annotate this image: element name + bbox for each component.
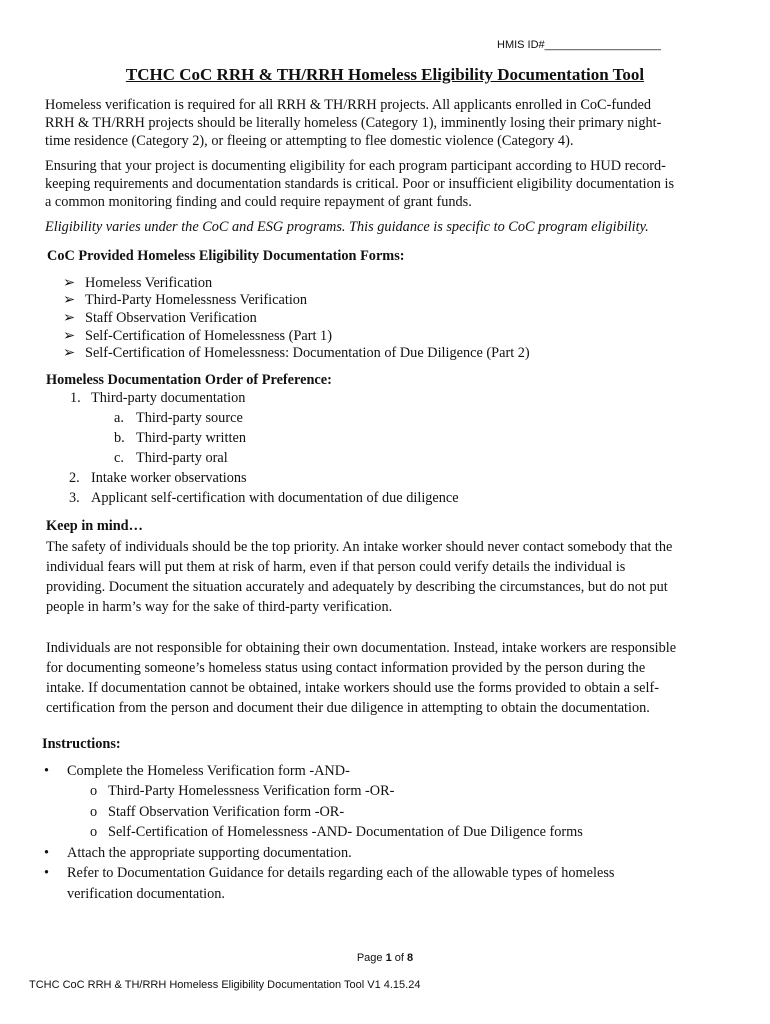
text-line: providing. Document the situation accurately and adequately by describing the circumstances, but do not put: [46, 579, 668, 595]
list-number: 3.: [69, 490, 80, 506]
text-line: time residence (Category 2), or fleeing or attempting to flee domestic violence (Category 4).: [45, 133, 574, 149]
order-item: Third-party documentation: [91, 390, 246, 406]
instructions-heading: Instructions:: [42, 736, 121, 752]
list-letter: c.: [114, 450, 124, 466]
list-letter: a.: [114, 410, 124, 426]
responsibility-paragraph: [46, 638, 746, 718]
bullet-icon: •: [44, 865, 50, 881]
forms-heading: CoC Provided Homeless Eligibility Documentation Forms:: [47, 248, 405, 264]
form-item: Third-Party Homelessness Verification: [85, 292, 308, 308]
order-item: Intake worker observations: [91, 470, 247, 486]
form-item: Self-Certification of Homelessness (Part 1): [85, 328, 332, 344]
sub-bullet-icon: o: [90, 824, 98, 840]
arrow-bullet-icon: ➢: [63, 275, 75, 291]
sub-bullet-icon: o: [90, 804, 98, 820]
instruction-sub-item: Staff Observation Verification form -OR-: [108, 804, 345, 820]
intro-paragraph-2: [45, 157, 735, 211]
instruction-item-continued: verification documentation.: [67, 886, 226, 902]
order-sub-item: Third-party written: [136, 430, 246, 446]
text-line: Homeless verification is required for all RRH & TH/RRH projects. All applicants enrolled in CoC-funded: [45, 97, 652, 113]
text-line: keeping requirements and documentation standards is critical. Poor or insufficient eligibility documentation is: [45, 176, 675, 192]
sub-bullet-icon: o: [90, 783, 98, 799]
text-line: Individuals are not responsible for obtaining their own documentation. Instead, intake workers are responsible: [46, 640, 677, 656]
text-line: a common monitoring finding and could require repayment of grant funds.: [45, 194, 472, 210]
text-line: The safety of individuals should be the top priority. An intake worker should never contact somebody that the: [46, 539, 673, 555]
page-mid: of: [391, 952, 408, 964]
arrow-bullet-icon: ➢: [63, 328, 75, 344]
eligibility-note: [45, 218, 735, 236]
order-sub-item: Third-party oral: [136, 450, 228, 466]
text-line: RRH & TH/RRH projects should be literally homeless (Category 1), imminently losing their primary night-: [45, 115, 662, 131]
page-prefix: Page: [356, 952, 386, 964]
text-line: intake. If documentation cannot be obtained, intake workers should use the forms provided to obtain a self-: [46, 680, 660, 696]
document-footer-label: TCHC CoC RRH & TH/RRH Homeless Eligibility Documentation Tool V1 4.15.24: [29, 979, 421, 991]
page-current: 1: [385, 952, 392, 964]
order-item: Applicant self-certification with documentation of due diligence: [91, 490, 459, 506]
keep-in-mind-heading: Keep in mind…: [46, 518, 143, 534]
instruction-sub-item: Third-Party Homelessness Verification form -OR-: [108, 783, 395, 799]
text-line: people in harm’s way for the sake of third-party verification.: [46, 599, 393, 615]
document-title: TCHC CoC RRH & TH/RRH Homeless Eligibility Documentation Tool: [125, 65, 645, 84]
text-line: Eligibility varies under the CoC and ESG programs. This guidance is specific to CoC program eligibility.: [45, 219, 649, 235]
text-line: for documenting someone’s homeless status using contact information provided by the person during the: [46, 660, 646, 676]
arrow-bullet-icon: ➢: [63, 310, 75, 326]
intro-paragraph-1: [45, 96, 735, 150]
safety-paragraph: [46, 537, 746, 617]
instruction-sub-item: Self-Certification of Homelessness -AND- Documentation of Due Diligence forms: [108, 824, 583, 840]
hmis-id-field: HMIS ID#___________________: [497, 39, 661, 51]
instruction-item: Refer to Documentation Guidance for details regarding each of the allowable types of homeless: [67, 865, 615, 881]
list-number: 2.: [69, 470, 80, 486]
text-line: individual fears will put them at risk of harm, even if that person could verify details the individual is: [46, 559, 626, 575]
order-heading: Homeless Documentation Order of Preference:: [46, 372, 332, 388]
instruction-item: Attach the appropriate supporting documentation.: [67, 845, 352, 861]
list-number: 1.: [70, 390, 81, 406]
arrow-bullet-icon: ➢: [63, 292, 75, 308]
form-item: Staff Observation Verification: [85, 310, 257, 326]
page-total: 8: [407, 952, 414, 964]
bullet-icon: •: [44, 763, 50, 779]
text-line: certification from the person and document their due diligence in attempting to obtain the documentation.: [46, 700, 650, 716]
arrow-bullet-icon: ➢: [63, 345, 75, 361]
instruction-item: Complete the Homeless Verification form -AND-: [67, 763, 350, 779]
text-line: Ensuring that your project is documenting eligibility for each program participant according to HUD record-: [45, 158, 666, 174]
bullet-icon: •: [44, 845, 50, 861]
page-number: [0, 952, 770, 964]
list-letter: b.: [114, 430, 125, 446]
order-sub-item: Third-party source: [136, 410, 243, 426]
form-item: Self-Certification of Homelessness: Documentation of Due Diligence (Part 2): [85, 345, 530, 361]
form-item: Homeless Verification: [85, 275, 213, 291]
